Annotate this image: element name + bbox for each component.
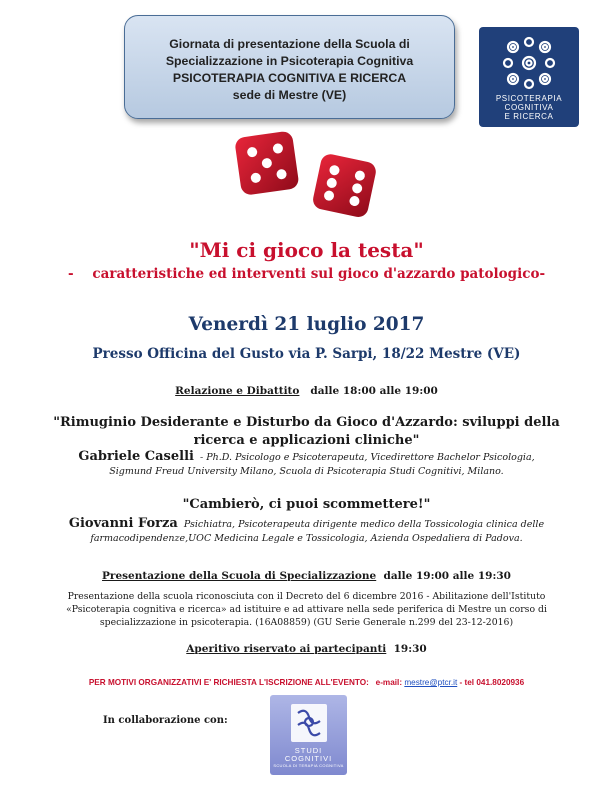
event-date: Venerdì 21 luglio 2017 [188,314,425,335]
speaker-1 [0,450,613,479]
presentazione-description [0,590,613,629]
talk-1-line-1: "Rimuginio Desiderante e Disturbo da Gioco d'Azzardo: sviluppi della [53,415,560,430]
speaker-2-name: Giovanni Forza [68,516,178,531]
presentazione-label: Presentazione della Scuola di Specializzazione [102,570,377,582]
logo-pcr-line-1: PSICOTERAPIA [495,94,563,103]
contact-notice: PER MOTIVI ORGANIZZATIVI E' RICHIESTA L'ISCRIZIONE ALL'EVENTO: [88,678,369,687]
studi-cognitivi-emblem-icon [290,703,328,743]
logo-pcr-text [479,94,579,121]
logo-pcr-line-3: E RICERCA [504,112,554,121]
logo-sc-text [270,747,347,763]
presentazione-desc-3: specializzazione in psicoterapia. (16A08859) (GU Serie Generale n.299 del 23-12-2016) [99,617,514,628]
presentazione-desc-1: Presentazione della scuola riconosciuta con il Decreto del 6 dicembre 2016 - Abilitazione dell'Istituto [67,591,546,602]
talk-1-line-2: ricerca e applicazioni cliniche" [193,433,420,448]
relazione-row [0,385,613,397]
speaker-2-bio-1: Psichiatra, Psicoterapeuta dirigente medico della Tossicologia clinica delle [183,519,545,530]
presentazione-row [0,570,613,582]
speaker-1-bio-2: Sigmund Freud University Milano, Scuola di Psicoterapia Studi Cognitivi, Milano. [109,466,504,477]
talk-2-title: "Cambierò, ci puoi scommettere!" [182,497,431,512]
phone-number: - tel 041.8020936 [459,678,525,687]
aperitivo-row [0,643,613,655]
header-line-2: Specializzazione in Psicoterapia Cognitiva [165,54,414,68]
psicoterapia-cognitiva-logo [479,27,579,127]
subtitle-dash-2: - [539,266,546,282]
event-subtitle [0,266,613,282]
relazione-time: dalle 18:00 alle 19:00 [310,385,438,397]
presentazione-time: dalle 19:00 alle 19:30 [383,570,511,582]
contact-row [0,678,613,687]
talk-1-title [0,414,613,450]
spiral-emblem-icon [501,35,557,91]
presentazione-desc-2: «Psicoterapia cognitiva e ricerca» ad istituire e ad attivare nella sede periferica di Mestre un corso di [66,604,547,615]
event-title: "Mi ci gioco la testa" [189,238,424,262]
header-box [124,15,455,119]
event-venue: Presso Officina del Gusto via P. Sarpi, 18/22 Mestre (VE) [92,346,521,362]
speaker-1-name: Gabriele Caselli [78,449,194,464]
header-line-4: sede di Mestre (VE) [232,88,347,102]
subtitle-dash-1: - [67,266,74,282]
aperitivo-label: Aperitivo riservato ai partecipanti [186,643,387,655]
speaker-1-bio-1: - Ph.D. Psicologo e Psicoterapeuta, Vicedirettore Bachelor Psicologia, [200,452,535,463]
speaker-2 [0,517,613,546]
relazione-label: Relazione e Dibattito [175,385,300,397]
header-line-3: PSICOTERAPIA COGNITIVA E RICERCA [172,71,407,85]
die-left [234,130,300,196]
logo-sc-line-3: SCUOLA DI TERAPIA COGNITIVA [273,763,344,768]
email-link[interactable]: mestre@ptcr.it [404,678,458,687]
red-dice-image [228,128,388,224]
email-label: e-mail: [375,678,403,687]
speaker-2-bio-2: farmacodipendenze,UOC Medicina Legale e Tossicologia, Azienda Ospedaliera di Padova. [90,533,523,544]
aperitivo-time: 19:30 [393,643,427,655]
header-line-1: Giornata di presentazione della Scuola di [169,37,410,51]
studi-cognitivi-logo [270,695,347,775]
logo-sc-line-1: STUDI [294,746,323,755]
die-right [311,152,377,218]
collaboration-label: In collaborazione con: [103,715,228,726]
subtitle-text: caratteristiche ed interventi sul gioco d'azzardo patologico [92,266,540,282]
logo-sc-line-2: COGNITIVI [284,754,333,763]
logo-pcr-line-2: COGNITIVA [504,103,554,112]
